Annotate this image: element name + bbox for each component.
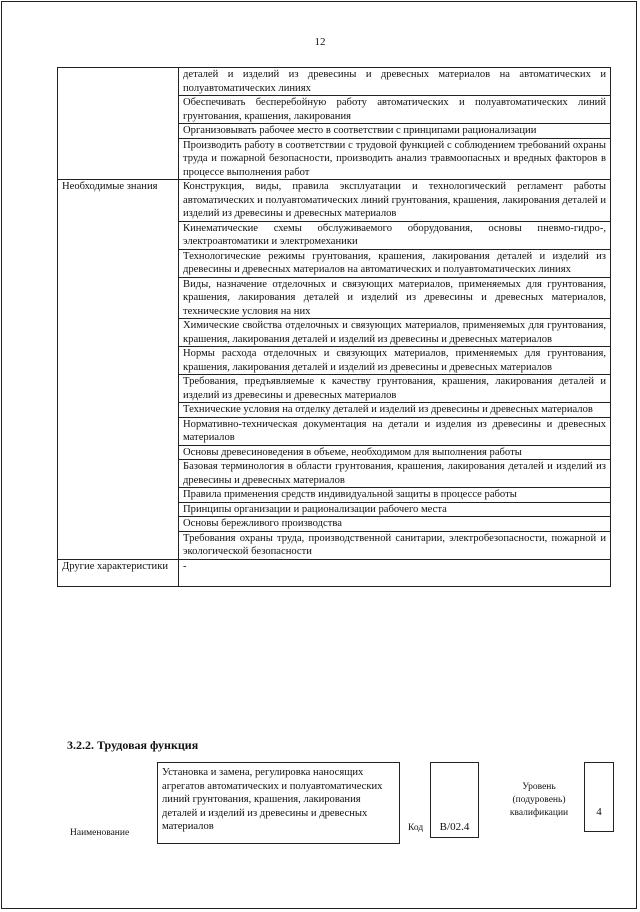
table-cell: Кинематические схемы обслуживаемого оборудования, основы пневмо-гидро-, электроавтоматики и электромеханики bbox=[179, 221, 611, 249]
table-row bbox=[58, 68, 611, 96]
knowledge-label: Необходимые знания bbox=[58, 180, 179, 560]
table-cell: Организовывать рабочее место в соответствии с принципами рационализации bbox=[179, 124, 611, 139]
table-row bbox=[58, 559, 611, 586]
table-cell: Требования охраны труда, производственной санитарии, электробезопасности, пожарной и экологической безопасности bbox=[179, 531, 611, 559]
name-label: Наименование bbox=[70, 828, 130, 838]
table-cell: Принципы организации и рационализации рабочего места bbox=[179, 502, 611, 517]
table-cell: Нормативно-техническая документация на детали и изделия из древесины и древесных материалов bbox=[179, 417, 611, 445]
requirements-table bbox=[57, 67, 611, 587]
table-cell: Технологические режимы грунтования, крашения, лакирования деталей и изделий из древесины и древесных материалов на автоматических и полуавтоматических линиях bbox=[179, 249, 611, 277]
level-value: 4 bbox=[584, 762, 614, 832]
table-cell: Основы бережливого производства bbox=[179, 517, 611, 532]
code-value: B/02.4 bbox=[430, 762, 479, 838]
level-label: Уровень (подуровень) квалификации bbox=[509, 782, 569, 818]
table-cell: деталей и изделий из древесины и древесных материалов на автоматических и полуавтоматических линиях bbox=[179, 68, 611, 96]
table-cell: Базовая терминология в области грунтования, крашения, лакирования деталей и изделий из древесины и древесных материалов bbox=[179, 460, 611, 488]
page-number: 12 bbox=[314, 36, 326, 48]
other-label: Другие характеристики bbox=[58, 559, 179, 586]
table-cell: Основы древесиноведения в объеме, необходимом для выполнения работы bbox=[179, 445, 611, 460]
table-cell: Химические свойства отделочных и связующих материалов, применяемых для грунтования, крашения, лакирования деталей и изделий из древесины и древесных материалов bbox=[179, 319, 611, 347]
table-cell: Правила применения средств индивидуальной защиты в процессе работы bbox=[179, 488, 611, 503]
section-title: 3.2.2. Трудовая функция bbox=[67, 738, 199, 752]
table-cell: Конструкция, виды, правила эксплуатации и технологический регламент работы автоматических и полуавтоматических линий грунтования, крашения, лакирования деталей и изделий из древесины и древесных материалов bbox=[179, 180, 611, 222]
table-cell: Нормы расхода отделочных и связующих материалов, применяемых для грунтования, крашения, лакирования деталей и изделий из древесины и древесных материалов bbox=[179, 347, 611, 375]
other-value: - bbox=[179, 559, 611, 586]
table-cell: Производить работу в соответствии с трудовой функцией с соблюдением требований охраны труда и пожарной безопасности, производить анализ травмоопасных и вредных факторов в процессе выполнения работ bbox=[179, 138, 611, 180]
table-cell: Технические условия на отделку деталей и изделий из древесины и древесных материалов bbox=[179, 403, 611, 418]
name-value: Установка и замена, регулировка наносящих агрегатов автоматических и полуавтоматических линий грунтования, крашения, лакирования деталей и изделий из древесины и древесных материалов bbox=[157, 762, 400, 844]
table-cell: Виды, назначение отделочных и связующих материалов, применяемых для грунтования, крашения, лакирования деталей и изделий из древесины и древесных материалов, технические условия на них bbox=[179, 277, 611, 319]
code-label: Код bbox=[408, 823, 424, 833]
table-cell: Требования, предъявляемые к качеству грунтования, крашения, лакирования деталей и изделий из древесины и древесных материалов bbox=[179, 375, 611, 403]
table-cell: Обеспечивать бесперебойную работу автоматических и полуавтоматических линий грунтования, крашения, лакирования bbox=[179, 96, 611, 124]
empty-label-cell bbox=[58, 68, 179, 180]
table-row bbox=[58, 180, 611, 222]
